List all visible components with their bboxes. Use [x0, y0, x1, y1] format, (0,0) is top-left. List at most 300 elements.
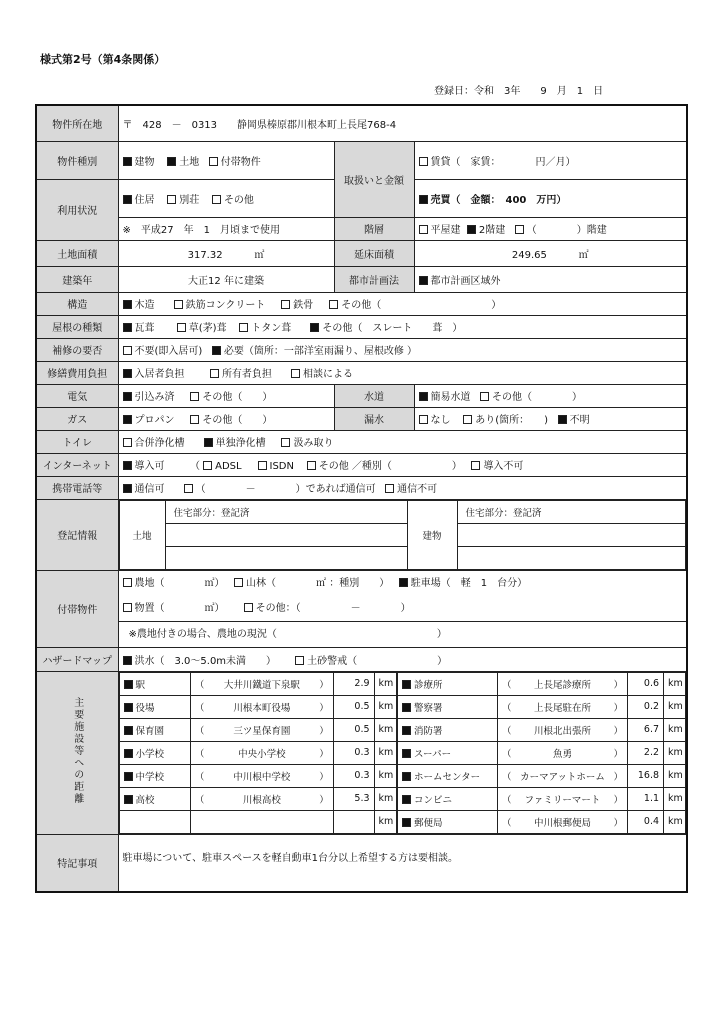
facility-name	[498, 672, 628, 695]
facility-unit: km	[664, 695, 686, 718]
paren-open: （	[502, 725, 512, 737]
facility-name	[190, 695, 333, 718]
facility-name-text: カーマアットホーム	[520, 771, 605, 783]
location-value: 〒 428 － 0313 静岡県榛原郡川根本町上長尾768-4	[118, 105, 687, 141]
land-area-label: 土地面積	[36, 240, 118, 266]
property-type-label: 物件種別	[36, 141, 118, 179]
rent-option	[414, 141, 687, 179]
floors-label: 階層	[334, 217, 414, 240]
city-planning-value	[414, 266, 687, 292]
checkbox-tile[interactable]	[123, 323, 132, 332]
option-attached: 付帯物件	[220, 156, 261, 168]
land-area-value	[118, 240, 334, 266]
attached-row-2	[119, 597, 687, 621]
facilities-left-table	[119, 672, 398, 834]
facility-row	[398, 741, 686, 764]
registration-label: 登記情報	[36, 499, 118, 570]
paren-close: ）	[319, 725, 329, 737]
facility-type-text: ホームセンター	[414, 771, 481, 783]
option-mobile-cond: （ － ）であれば通信可	[195, 484, 376, 495]
paren-close: ）	[319, 702, 329, 714]
facility-name	[498, 764, 628, 787]
checkbox-rent[interactable]	[419, 157, 428, 166]
facility-row	[119, 810, 397, 833]
checkbox-wood[interactable]	[123, 300, 132, 309]
option-building: 建物	[134, 156, 155, 168]
leak-label: 漏水	[334, 407, 414, 430]
option-single: 単独浄化槽	[215, 438, 266, 449]
checkbox-leak-unknown[interactable]	[558, 415, 567, 424]
toilet-options	[118, 430, 687, 453]
facilities-cell	[118, 671, 687, 834]
checkbox-land[interactable]	[167, 157, 176, 166]
repair-label: 補修の要否	[36, 338, 118, 361]
checkbox-thatch[interactable]	[177, 323, 186, 332]
checkbox-repair-no[interactable]	[123, 346, 132, 355]
facility-name	[498, 787, 628, 810]
facility-distance: 0.5	[333, 718, 374, 741]
facility-distance: 2.2	[628, 741, 664, 764]
checkbox-villa[interactable]	[167, 195, 176, 204]
water-label: 水道	[334, 384, 414, 407]
usage-note: ※ 平成27 年 1 月頃まで使用	[118, 217, 334, 240]
facility-type-text: 診療所	[414, 679, 443, 691]
checkbox-water-other[interactable]	[480, 392, 489, 401]
facility-row	[398, 718, 686, 741]
toilet-label: トイレ	[36, 430, 118, 453]
facility-checkbox[interactable]	[402, 749, 411, 758]
facility-name	[190, 787, 333, 810]
facility-checkbox[interactable]	[124, 795, 133, 804]
checkbox-flood[interactable]	[123, 656, 132, 665]
checkbox-mobile-ng[interactable]	[385, 484, 394, 493]
checkbox-floor-other[interactable]	[515, 225, 524, 234]
facility-type-text: 中学校	[135, 771, 165, 783]
checkbox-storage[interactable]	[123, 603, 132, 612]
option-thatch: 草(茅)葺	[188, 323, 227, 334]
checkbox-usage-other[interactable]	[212, 195, 221, 204]
option-internet-ok: 導入可	[134, 461, 165, 472]
option-wood: 木造	[134, 300, 155, 311]
roof-options	[118, 315, 687, 338]
checkbox-farmland[interactable]	[123, 578, 132, 587]
paren-close: ）	[613, 725, 624, 737]
option-internet-other: その他 ／種別（ ）	[318, 461, 462, 472]
facility-type	[119, 787, 190, 810]
paren-open: （	[502, 748, 512, 760]
facility-name-text: 上長尾駐在所	[534, 702, 592, 714]
facility-type	[119, 718, 190, 741]
option-residence: 住居	[134, 194, 155, 206]
facility-checkbox[interactable]	[124, 772, 133, 781]
option-combined: 合併浄化槽	[134, 438, 185, 449]
attached-label: 付帯物件	[36, 570, 118, 647]
facility-row	[119, 695, 397, 718]
paren-close: ）	[613, 794, 624, 806]
land-area-number: 317.32	[187, 249, 223, 261]
structure-options	[118, 292, 687, 315]
option-villa: 別荘	[179, 194, 200, 206]
option-rc: 鉄筋コンクリート	[185, 300, 266, 311]
roof-label: 屋根の種類	[36, 315, 118, 338]
checkbox-owner[interactable]	[210, 369, 219, 378]
paren-close: ）	[613, 748, 624, 760]
facility-checkbox[interactable]	[402, 726, 411, 735]
checkbox-two-floor[interactable]	[467, 225, 476, 234]
facility-unit: km	[664, 672, 686, 695]
facility-unit: km	[374, 718, 396, 741]
facility-type-text: 役場	[135, 702, 155, 714]
facility-name-text: 川根本町役場	[233, 702, 291, 714]
facility-type-text: 保育園	[135, 725, 165, 737]
facility-type	[398, 787, 498, 810]
facility-checkbox[interactable]	[402, 703, 411, 712]
built-year-value: 大正12 年に建築	[118, 266, 334, 292]
checkbox-attached-other[interactable]	[244, 603, 253, 612]
city-planning-label: 都市計画法	[334, 266, 414, 292]
facility-row	[398, 764, 686, 787]
internet-paren: （	[189, 461, 200, 472]
facility-type	[398, 718, 498, 741]
facility-name	[190, 810, 333, 833]
option-owner: 所有者負担	[221, 369, 272, 380]
facility-unit: km	[664, 718, 686, 741]
paren-open: （	[502, 771, 512, 783]
facility-row	[398, 672, 686, 695]
facility-type	[119, 741, 190, 764]
checkbox-adsl[interactable]	[203, 461, 212, 470]
option-simple-water: 簡易水道	[430, 392, 471, 403]
facility-type-text: 駅	[135, 679, 146, 691]
facility-type	[119, 810, 190, 833]
water-options	[414, 384, 687, 407]
usage-label: 利用状況	[36, 179, 118, 240]
checkbox-sale[interactable]	[419, 195, 428, 204]
facility-type	[119, 695, 190, 718]
registration-building-value: 住宅部分：登記済	[457, 500, 686, 523]
attached-row-1	[119, 571, 687, 597]
mobile-label: 携帯電話等	[36, 476, 118, 499]
registration-land-line	[165, 523, 407, 546]
facility-unit: km	[374, 787, 396, 810]
facility-name-text: ファミリーマート	[524, 794, 601, 806]
facility-type	[119, 764, 190, 787]
facility-name	[190, 741, 333, 764]
paren-open: （	[194, 679, 205, 691]
facility-unit: km	[374, 741, 396, 764]
paren-close: ）	[613, 702, 624, 714]
option-internet-ng: 導入不可	[483, 461, 524, 472]
hazard-label: ハザードマップ	[36, 647, 118, 671]
option-flood: 洪水（ 3.0～5.0m未満 ）	[134, 655, 277, 667]
attached-cell	[118, 570, 687, 647]
checkbox-repair-yes[interactable]	[212, 346, 221, 355]
facilities-label	[36, 671, 118, 834]
paren-open: （	[502, 679, 512, 691]
option-leak-none: なし	[430, 415, 451, 426]
checkbox-parking[interactable]	[399, 578, 408, 587]
checkbox-consult[interactable]	[291, 369, 300, 378]
option-tile: 瓦葺	[134, 323, 155, 334]
option-electricity-installed: 引込み済	[134, 392, 175, 403]
checkbox-one-floor[interactable]	[419, 225, 428, 234]
facility-unit: km	[664, 741, 686, 764]
option-water-other: その他（ ）	[492, 392, 583, 403]
facility-name-text: 大井川鐵道下泉駅	[223, 679, 300, 691]
notes-label: 特記事項	[36, 834, 118, 892]
checkbox-internet-other[interactable]	[307, 461, 316, 470]
option-landslide: 土砂警戒（ ）	[307, 655, 448, 667]
built-year-label: 建築年	[36, 266, 118, 292]
registration-land-value: 住宅部分：登記済	[165, 500, 407, 523]
paren-close: ）	[319, 679, 329, 691]
notes-value: 駐車場について、駐車スペースを軽自動車1台分以上希望する方は要相談。	[118, 834, 687, 892]
property-type-options	[118, 141, 334, 179]
internet-label: インターネット	[36, 453, 118, 476]
checkbox-tenant[interactable]	[123, 369, 132, 378]
option-propane: プロパン	[134, 415, 175, 426]
property-form	[35, 104, 688, 893]
facility-row	[119, 741, 397, 764]
facility-checkbox[interactable]	[402, 795, 411, 804]
paren-open: （	[194, 702, 205, 714]
registration-land-blank	[165, 546, 407, 569]
facility-distance: 6.7	[628, 718, 664, 741]
facility-name	[498, 810, 628, 833]
registration-building-blank	[457, 546, 686, 569]
repair-options	[118, 338, 687, 361]
internet-options	[118, 453, 687, 476]
facility-name-text: 中央小学校	[238, 748, 286, 760]
facility-row	[398, 787, 686, 810]
structure-label: 構造	[36, 292, 118, 315]
facility-unit: km	[374, 764, 396, 787]
floor-area-number: 249.65	[511, 249, 547, 261]
checkbox-propane[interactable]	[123, 415, 132, 424]
option-repair-yes: 必要（箇所：一部洋室雨漏り、屋根改修 ）	[223, 346, 418, 357]
facility-name-text: 川根北出張所	[534, 725, 592, 737]
facility-checkbox[interactable]	[124, 703, 133, 712]
paren-open: （	[194, 748, 205, 760]
facility-checkbox[interactable]	[124, 726, 133, 735]
repair-cost-options	[118, 361, 687, 384]
facility-row	[119, 787, 397, 810]
paren-close: ）	[319, 748, 329, 760]
checkbox-mobile-cond[interactable]	[184, 484, 193, 493]
facility-name-text: 中川根中学校	[233, 771, 291, 783]
location-label: 物件所在地	[36, 105, 118, 141]
registration-building-line	[457, 523, 686, 546]
facility-row	[398, 695, 686, 718]
facility-unit: km	[374, 672, 396, 695]
paren-close: ）	[613, 817, 624, 829]
land-area-unit: ㎡	[254, 249, 265, 261]
checkbox-gas-other[interactable]	[190, 415, 199, 424]
facility-row	[119, 764, 397, 787]
option-tin: トタン葺	[251, 323, 292, 334]
facility-type-text: 小学校	[135, 748, 165, 760]
option-forest: 山林（ ㎡ ：種別 ）	[246, 577, 390, 589]
option-mobile-ok: 通信可	[134, 484, 165, 495]
facility-name	[190, 764, 333, 787]
facility-name-text: 三ツ星保育園	[233, 725, 291, 737]
checkbox-tin[interactable]	[239, 323, 248, 332]
option-repair-no: 不要(即入居可)	[134, 346, 203, 357]
checkbox-mobile-ok[interactable]	[123, 484, 132, 493]
facility-type-text: 高校	[135, 794, 155, 806]
option-tenant: 入居者負担	[134, 369, 185, 380]
floor-area-unit: ㎡	[578, 249, 589, 261]
option-roof-other: その他（ スレート 葺 ）	[322, 323, 463, 334]
checkbox-landslide[interactable]	[295, 656, 304, 665]
facility-type-text: コンビニ	[414, 794, 453, 806]
checkbox-roof-other[interactable]	[310, 323, 319, 332]
checkbox-leak-none[interactable]	[419, 415, 428, 424]
checkbox-city-planning[interactable]	[419, 276, 428, 285]
option-farmland: 農地（ ㎡）	[134, 577, 225, 589]
facility-distance: 0.3	[333, 741, 374, 764]
checkbox-rc[interactable]	[174, 300, 183, 309]
facility-name-text: 魚勇	[553, 748, 573, 760]
checkbox-steel[interactable]	[281, 300, 290, 309]
facility-distance: 5.3	[333, 787, 374, 810]
facility-unit: km	[664, 810, 686, 833]
checkbox-electricity-other[interactable]	[190, 392, 199, 401]
registration-table	[119, 500, 687, 570]
facility-name	[190, 672, 333, 695]
paren-open: （	[194, 771, 205, 783]
facilities-grid	[119, 672, 687, 834]
facility-type	[398, 695, 498, 718]
checkbox-leak-some[interactable]	[463, 415, 472, 424]
option-storage: 物置（ ㎡）	[134, 602, 225, 614]
facility-checkbox[interactable]	[124, 680, 133, 689]
checkbox-simple-water[interactable]	[419, 392, 428, 401]
paren-close: ）	[319, 771, 329, 783]
facility-type-text: スーパー	[414, 748, 452, 760]
option-gas-other: その他（ ）	[202, 415, 273, 426]
city-planning-text: 都市計画区域外	[430, 275, 501, 287]
registration-cell	[118, 499, 687, 570]
option-leak-some: あり(箇所： )	[475, 415, 549, 426]
option-two-floor: 2階建	[478, 225, 506, 236]
registration-land-label: 土地	[119, 500, 165, 569]
sale-option	[414, 179, 687, 217]
facility-distance: 16.8	[628, 764, 664, 787]
rent-text: 賃貸（ 家賃： 円／月）	[430, 156, 576, 168]
checkbox-pump[interactable]	[281, 438, 290, 447]
registration-building-label: 建物	[407, 500, 457, 569]
leak-options	[414, 407, 687, 430]
paren-open: （	[502, 817, 512, 829]
facility-distance: 1.1	[628, 787, 664, 810]
option-mobile-ng: 通信不可	[397, 484, 438, 495]
facility-checkbox[interactable]	[402, 680, 411, 689]
mobile-options	[118, 476, 687, 499]
paren-close: ）	[613, 771, 624, 783]
facility-name-text: 川根高校	[242, 794, 281, 806]
facility-distance: 0.2	[628, 695, 664, 718]
option-leak-unknown: 不明	[569, 415, 590, 426]
facility-checkbox[interactable]	[402, 818, 411, 827]
option-isdn: ISDN	[269, 461, 294, 472]
facility-type	[398, 672, 498, 695]
floor-area-value	[414, 240, 687, 266]
handling-label: 取扱いと金額	[334, 141, 414, 217]
form-title: 様式第2号（第4条関係）	[40, 53, 166, 66]
facility-type	[398, 741, 498, 764]
facility-distance	[333, 810, 374, 833]
facility-row	[398, 810, 686, 833]
option-electricity-other: その他（ ）	[202, 392, 273, 403]
checkbox-single[interactable]	[204, 438, 213, 447]
facility-unit: km	[664, 764, 686, 787]
paren-open: （	[194, 794, 205, 806]
option-parking: 駐車場（ 軽 1 台分）	[410, 577, 528, 589]
checkbox-combined[interactable]	[123, 438, 132, 447]
option-steel: 鉄骨	[293, 300, 314, 311]
facility-distance: 0.5	[333, 695, 374, 718]
checkbox-residence[interactable]	[123, 195, 132, 204]
checkbox-attached[interactable]	[209, 157, 218, 166]
facility-name	[498, 695, 628, 718]
facility-checkbox[interactable]	[402, 772, 411, 781]
facility-name-text: 上長尾診療所	[534, 679, 592, 691]
facility-type-text: 消防署	[414, 725, 443, 737]
registration-date: 登録日：令和 3年 9 月 1 日	[434, 86, 604, 97]
facility-distance: 2.9	[333, 672, 374, 695]
facility-type	[398, 764, 498, 787]
hazard-options	[118, 647, 687, 671]
option-adsl: ADSL	[215, 461, 242, 472]
facility-type	[119, 672, 190, 695]
checkbox-internet-ng[interactable]	[471, 461, 480, 470]
paren-open: （	[502, 794, 512, 806]
floors-options	[414, 217, 687, 240]
checkbox-structure-other[interactable]	[329, 300, 338, 309]
facility-type-text: 警察署	[414, 702, 443, 714]
gas-options	[118, 407, 334, 430]
option-consult: 相談による	[303, 369, 354, 380]
checkbox-building[interactable]	[123, 157, 132, 166]
attached-note: ※農地付きの場合、農地の現況（ ）	[119, 621, 687, 647]
gas-label: ガス	[36, 407, 118, 430]
facility-unit: km	[374, 810, 396, 833]
facility-type-text: 郵便局	[414, 817, 443, 829]
checkbox-internet-ok[interactable]	[123, 461, 132, 470]
facility-name	[190, 718, 333, 741]
checkbox-electricity-installed[interactable]	[123, 392, 132, 401]
facilities-right-table	[397, 672, 686, 834]
checkbox-isdn[interactable]	[258, 461, 267, 470]
electricity-options	[118, 384, 334, 407]
facility-unit: km	[374, 695, 396, 718]
facility-type	[398, 810, 498, 833]
option-pump: 汲み取り	[293, 438, 334, 449]
facility-name	[498, 741, 628, 764]
option-usage-other: その他	[223, 194, 254, 206]
facility-distance: 0.6	[628, 672, 664, 695]
option-attached-other: その他：（ － ）	[255, 602, 411, 614]
floor-area-label: 延床面積	[334, 240, 414, 266]
paren-open: （	[194, 725, 205, 737]
facility-checkbox[interactable]	[124, 749, 133, 758]
option-one-floor: 平屋建	[430, 225, 461, 236]
facilities-label-text: 主要施設等への距離	[71, 697, 83, 805]
facility-distance: 0.4	[628, 810, 664, 833]
checkbox-forest[interactable]	[234, 578, 243, 587]
facility-name-text: 中川根郵便局	[534, 817, 592, 829]
